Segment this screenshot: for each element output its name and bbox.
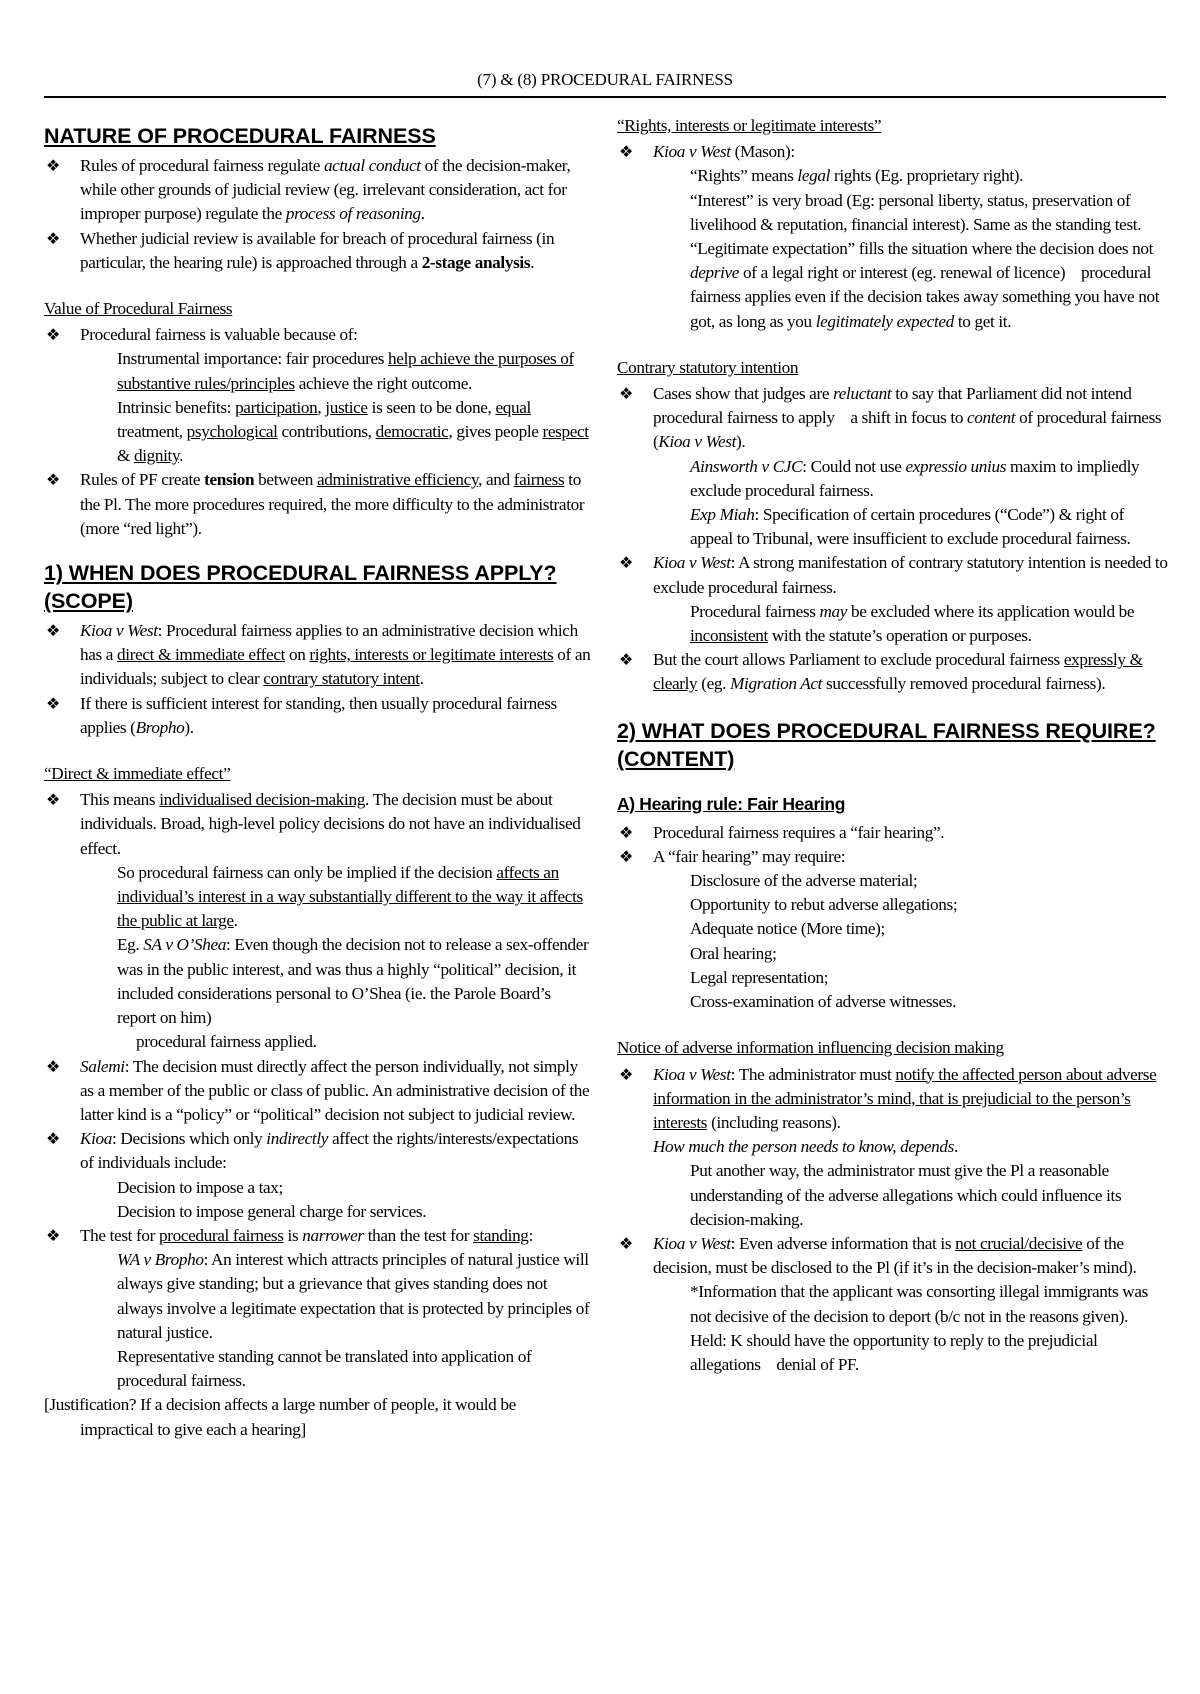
sub-point: Intrinsic benefits: participation, justice is seen to be done, equal treatment, psychological contributions, democratic, gives people respect & dignity.	[117, 397, 589, 466]
list-item: ❖ Procedural fairness is valuable because of:	[44, 323, 592, 347]
list-item: ❖ The test for procedural fairness is narrower than the test for standing:	[44, 1224, 592, 1248]
diamond-bullet-icon: ❖	[619, 384, 633, 404]
list-item: ❖ But the court allows Parliament to exclude procedural fairness expressly & clearly (eg. Migration Act successfully removed procedural fairness).	[619, 650, 1143, 694]
sub-point: Put another way, the administrator must give the Pl a reasonable understanding of the adverse allegations which could influence its decision-making.	[690, 1161, 1122, 1229]
heading-notice: Notice of adverse information influencing decision making	[617, 1038, 1004, 1058]
requirement-item: Disclosure of the adverse material;	[690, 871, 918, 891]
heading-contrary-intention: Contrary statutory intention	[617, 357, 799, 377]
requirement-item: Legal representation;	[690, 967, 829, 987]
heading-hearing-rule: A) Hearing rule: Fair Hearing	[617, 793, 846, 814]
list-item: ❖ Salemi: The decision must directly affect the person individually, not simply as a member of the public or class of public. An administrative decision of the latter kind is a “policy” or “political” decision not subject to judicial review.	[46, 1056, 590, 1124]
requirement-item: Adequate notice (More time);	[690, 919, 885, 939]
diamond-bullet-icon: ❖	[619, 1233, 633, 1253]
diamond-bullet-icon: ❖	[619, 846, 633, 866]
diamond-bullet-icon: ❖	[46, 325, 60, 345]
sub-point: Exp Miah: Specification of certain procedures (“Code”) & right of appeal to Tribunal, were insufficient to exclude procedural fairness.	[690, 505, 1131, 549]
requirement-item: Opportunity to rebut adverse allegations;	[690, 895, 958, 915]
list-item: ❖ This means individualised decision-making. The decision must be about individuals. Broad, high-level policy decisions do not have an individualised effect.	[46, 790, 581, 858]
page-header: (7) & (8) PROCEDURAL FAIRNESS	[477, 70, 733, 89]
list-item: ❖ Kioa: Decisions which only indirectly affect the rights/interests/expectations of individuals include:	[46, 1129, 579, 1173]
list-item: ❖ Kioa v West: Even adverse information that is not crucial/decisive of the decision, must be disclosed to the Pl (if it’s in the decision-maker’s mind).	[619, 1233, 1137, 1278]
heading-value: Value of Procedural Fairness	[44, 299, 233, 319]
sub-point-result: procedural fairness applied.	[136, 1032, 317, 1052]
heading-nature: NATURE OF PROCEDURAL FAIRNESS	[44, 124, 436, 148]
diamond-bullet-icon: ❖	[46, 470, 60, 490]
diamond-bullet-icon: ❖	[619, 553, 633, 573]
diamond-bullet-icon: ❖	[619, 822, 633, 842]
diamond-bullet-icon: ❖	[46, 1056, 60, 1076]
sub-point: Instrumental importance: fair procedures help achieve the purposes of substantive rules/principles achieve the right outcome.	[117, 349, 574, 393]
list-item: ❖ Kioa v West (Mason):	[617, 140, 1169, 164]
list-item: ❖ Cases show that judges are reluctant to say that Parliament did not intend procedural fairness to apply a shift in focus to content of procedural fairness (Kioa v West).	[619, 384, 1162, 452]
list-item: ❖ Rules of PF create tension between administrative efficiency, and fairness to the Pl. The more procedures required, the more difficulty to the administrator (more “red light”).	[46, 470, 585, 538]
list-item: ❖ Kioa v West: A strong manifestation of contrary statutory intention is needed to exclude procedural fairness.	[619, 553, 1168, 597]
sub-point: Held: K should have the opportunity to reply to the prejudicial allegations denial of PF.	[690, 1330, 1098, 1374]
heading-content: 2) WHAT DOES PROCEDURAL FAIRNESS REQUIRE? (CONTENT)	[617, 718, 1156, 771]
diamond-bullet-icon: ❖	[46, 228, 60, 248]
list-item: ❖ Procedural fairness requires a “fair hearing”.	[617, 821, 1169, 845]
list-item: ❖ A “fair hearing” may require:	[617, 845, 1169, 869]
heading-scope: 1) WHEN DOES PROCEDURAL FAIRNESS APPLY? (SCOPE)	[44, 561, 557, 614]
sub-point: How much the person needs to know, depends.	[653, 1137, 958, 1157]
sub-point: Decision to impose general charge for services.	[117, 1201, 427, 1221]
diamond-bullet-icon: ❖	[46, 1129, 60, 1149]
sub-point: “Legitimate expectation” fills the situation where the decision does not deprive of a legal right or interest (eg. renewal of licence) procedural fairness applies even if the decision takes away something you have not got, as long as you legitimately expected to get it.	[690, 239, 1160, 331]
requirement-item: Cross-examination of adverse witnesses.	[690, 992, 957, 1012]
sub-point: “Rights” means legal rights (Eg. proprietary right).	[690, 166, 1024, 186]
diamond-bullet-icon: ❖	[46, 156, 60, 175]
diamond-bullet-icon: ❖	[619, 142, 633, 162]
sub-point: So procedural fairness can only be implied if the decision affects an individual’s interest in a way substantially different to the way it affects the public at large.	[117, 862, 583, 931]
heading-direct-effect: “Direct & immediate effect”	[44, 764, 231, 784]
right-column	[617, 106, 1169, 1377]
diamond-bullet-icon: ❖	[46, 1225, 60, 1245]
sub-point: Procedural fairness may be excluded where its application would be inconsistent with the statute’s operation or purposes.	[690, 601, 1135, 646]
list-item: ❖ Rules of procedural fairness regulate actual conduct of the decision-maker, while other grounds of judicial review (eg. irrelevant consideration, act for improper purpose) regulate the process of reasoning.	[46, 156, 571, 224]
header-rule	[44, 96, 1166, 98]
sub-point: Representative standing cannot be translated into application of procedural fairness.	[117, 1346, 532, 1391]
diamond-bullet-icon: ❖	[46, 693, 60, 713]
list-item: ❖ Kioa v West: Procedural fairness applies to an administrative decision which has a direct & immediate effect on rights, interests or legitimate interests of an individuals; subject to clear contrary statutory intent.	[46, 621, 591, 689]
diamond-bullet-icon: ❖	[619, 1064, 633, 1084]
list-item: ❖ Kioa v West: The administrator must notify the affected person about adverse information in the administrator’s mind, that is prejudicial to the person’s interests (including reasons).	[619, 1064, 1157, 1132]
sub-point: Eg. SA v O’Shea: Even though the decision not to release a sex-offender was in the public interest, and was thus a highly “political” decision, it included considerations personal to O’Shea (ie. the Parole Board’s report on him)	[117, 935, 589, 1028]
left-column	[44, 106, 592, 1442]
justification-note: [Justification? If a decision affects a large number of people, it would be impractical to give each a hearing]	[44, 1395, 516, 1439]
sub-point: Decision to impose a tax;	[117, 1177, 283, 1197]
sub-point: *Information that the applicant was consorting illegal immigrants was not decisive of the decision to deport (b/c not in the reasons given).	[690, 1282, 1148, 1326]
sub-point: WA v Bropho: An interest which attracts principles of natural justice will always give standing; but a grievance that gives standing does not always involve a legitimate expectation that is protected by principles of natural justice.	[117, 1250, 590, 1342]
list-item: ❖ If there is sufficient interest for standing, then usually procedural fairness applies (Bropho).	[46, 693, 557, 737]
diamond-bullet-icon: ❖	[46, 621, 60, 641]
diamond-bullet-icon: ❖	[619, 650, 633, 670]
list-item: ❖ Whether judicial review is available for breach of procedural fairness (in particular, the hearing rule) is approached through a 2-stage analysis.	[46, 228, 555, 272]
heading-rights-interests: “Rights, interests or legitimate interests”	[617, 116, 882, 135]
requirement-item: Oral hearing;	[690, 943, 777, 963]
sub-point: Ainsworth v CJC: Could not use expressio unius maxim to impliedly exclude procedural fairness.	[690, 456, 1140, 500]
sub-point: “Interest” is very broad (Eg: personal liberty, status, preservation of livelihood & reputation, financial interest). Same as the standing test.	[690, 190, 1142, 234]
diamond-bullet-icon: ❖	[46, 790, 60, 810]
